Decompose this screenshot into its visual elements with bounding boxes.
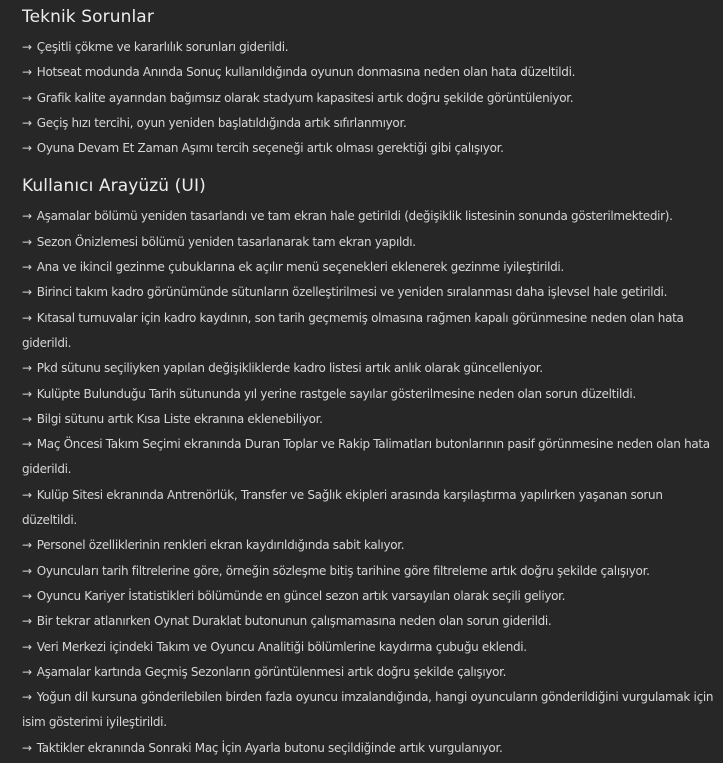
arrow-right-icon: → xyxy=(22,437,32,452)
list-item-text: Aşamalar bölümü yeniden tasarlandı ve tam ekran hale getirildi (değişiklik listesinin sonunda gösterilmektedir). xyxy=(36,209,673,224)
list-item xyxy=(22,635,715,660)
arrow-right-icon: → xyxy=(22,588,32,603)
section-title-technical: Teknik Sorunlar xyxy=(22,7,154,27)
list-item xyxy=(22,407,715,432)
arrow-right-icon: → xyxy=(22,285,32,300)
arrow-right-icon: → xyxy=(22,740,32,755)
arrow-right-icon: → xyxy=(22,664,32,679)
list-item-text: Bilgi sütunu artık Kısa Liste ekranına eklenebiliyor. xyxy=(36,411,323,426)
list-item xyxy=(22,609,715,634)
arrow-right-icon: → xyxy=(22,411,32,426)
arrow-right-icon: → xyxy=(22,538,32,553)
list-item xyxy=(22,660,715,685)
list-item xyxy=(22,685,715,736)
arrow-right-icon: → xyxy=(22,310,32,325)
arrow-right-icon: → xyxy=(22,40,32,54)
list-item xyxy=(22,356,715,381)
list-item-text: Geçiş hızı tercihi, oyun yeniden başlatıldığında artık sıfırlanmıyor. xyxy=(36,115,407,130)
arrow-right-icon: → xyxy=(22,639,32,654)
list-item-text: Veri Merkezi içindeki Takım ve Oyuncu Analitiği bölümlerine kaydırma çubuğu eklendi. xyxy=(36,639,527,654)
list-item-text: Hotseat modunda Anında Sonuç kullanıldığında oyunun donmasına neden olan hata düzeltildi. xyxy=(36,65,576,80)
section-title-ui: Kullanıcı Arayüzü (UI) xyxy=(22,176,206,197)
arrow-right-icon: → xyxy=(22,361,32,376)
technical-list xyxy=(22,35,715,161)
list-item xyxy=(22,60,715,85)
list-item xyxy=(22,111,715,136)
list-item xyxy=(22,136,715,161)
arrow-right-icon: → xyxy=(22,614,32,629)
list-item xyxy=(22,255,715,280)
arrow-right-icon: → xyxy=(22,234,32,249)
list-item-text: Kulüp Sitesi ekranında Antrenörlük, Transfer ve Sağlık ekipleri arasında karşılaştırma yapılırken yaşanan sorun düzeltildi. xyxy=(22,487,663,528)
list-item-text: Birinci takım kadro görünümünde sütunların özelleştirilmesi ve yeniden sıralanması daha işlevsel hale getirildi. xyxy=(36,285,668,300)
arrow-right-icon: → xyxy=(22,563,32,578)
list-item xyxy=(22,736,715,761)
list-item-text: Aşamalar kartında Geçmiş Sezonların görüntülenmesi artık doğru şekilde çalışıyor. xyxy=(36,664,507,679)
list-item-text: Oyuncu Kariyer İstatistikleri bölümünde en güncel sezon artık varsayılan olarak seçili geliyor. xyxy=(36,588,566,603)
list-item-text: Yoğun dil kursuna gönderilebilen birden fazla oyuncu imzalandığında, hangi oyuncuların gönderildiğini vurgulamak için isim gösterimi iyileştirildi. xyxy=(22,690,714,730)
list-item-text: Grafik kalite ayarından bağımsız olarak stadyum kapasitesi artık doğru şekilde görüntüleniyor. xyxy=(36,90,574,105)
list-item xyxy=(22,204,715,229)
arrow-right-icon: → xyxy=(22,90,32,105)
list-item-text: Taktikler ekranında Sonraki Maç İçin Ayarla butonu seçildiğinde artık vurgulanıyor. xyxy=(36,740,503,755)
list-item-text: Pkd sütunu seçiliyken yapılan değişikliklerde kadro listesi artık anlık olarak güncelleniyor. xyxy=(36,361,543,376)
list-item-text: Personel özelliklerinin renkleri ekran kaydırıldığında sabit kalıyor. xyxy=(36,538,405,553)
list-item-text: Kıtasal turnuvalar için kadro kaydının, son tarih geçmemiş olmasına rağmen kapalı görünmesine neden olan hata giderildi. xyxy=(22,310,684,350)
list-item-text: Ana ve ikincil gezinme çubuklarına ek açılır menü seçenekleri eklenerek gezinme iyileştirildi. xyxy=(36,260,564,275)
arrow-right-icon: → xyxy=(22,115,32,130)
list-item xyxy=(22,86,715,111)
arrow-right-icon: → xyxy=(22,260,32,275)
list-item-text: Sezon Önizlemesi bölümü yeniden tasarlanarak tam ekran yapıldı. xyxy=(36,234,416,249)
list-item xyxy=(22,584,715,609)
list-item xyxy=(22,533,715,558)
list-item-text: Çeşitli çökme ve kararlılık sorunları giderildi. xyxy=(36,40,289,54)
list-item xyxy=(22,432,715,483)
arrow-right-icon: → xyxy=(22,690,32,705)
list-item xyxy=(22,35,715,60)
list-item-text: Oyuncuları tarih filtrelerine göre, örneğin sözleşme bitiş tarihine göre filtreleme artık doğru şekilde çalışıyor. xyxy=(36,563,650,578)
list-item xyxy=(22,559,715,584)
list-item-text: Maç Öncesi Takım Seçimi ekranında Duran Toplar ve Rakip Talimatları butonlarının pasif görünmesine neden olan hata giderildi. xyxy=(22,437,710,477)
list-item-text: Oyuna Devam Et Zaman Aşımı tercih seçeneği artık olması gerektiği gibi çalışıyor. xyxy=(36,141,504,156)
list-item xyxy=(22,230,715,255)
arrow-right-icon: → xyxy=(22,209,32,224)
list-item-text: Bir tekrar atlanırken Oynat Duraklat butonunun çalışmamasına neden olan sorun giderildi. xyxy=(36,614,552,629)
ui-list xyxy=(22,204,715,761)
list-item xyxy=(22,306,715,357)
list-item xyxy=(22,483,715,534)
list-item xyxy=(22,382,715,407)
arrow-right-icon: → xyxy=(22,65,32,80)
arrow-right-icon: → xyxy=(22,141,32,156)
arrow-right-icon: → xyxy=(22,487,32,502)
list-item-text: Kulüpte Bulunduğu Tarih sütununda yıl yerine rastgele sayılar gösterilmesine neden olan sorun düzeltildi. xyxy=(36,386,636,401)
list-item xyxy=(22,280,715,305)
arrow-right-icon: → xyxy=(22,386,32,401)
